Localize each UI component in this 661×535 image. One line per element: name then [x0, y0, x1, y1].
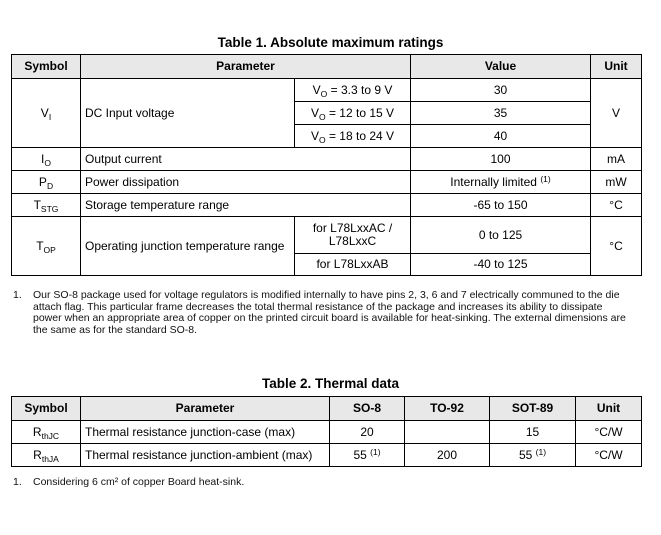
symbol-rthjc: $R_{thJC}$	[12, 421, 81, 444]
value-top-2: -40 to 125	[411, 254, 591, 276]
symbol-rthja: $R_{thJA}$	[12, 444, 81, 467]
parameter-storage-temperature: Storage temperature range	[81, 194, 411, 217]
table-row	[12, 217, 642, 254]
value-sot89-rthjc: 15	[490, 421, 576, 444]
symbol-tstg: $T_{STG}$	[12, 194, 81, 217]
header-unit: Unit	[576, 397, 642, 421]
condition-vo-3: $V_O = 18$ to 24 V	[295, 125, 411, 148]
thermal-data-table	[11, 396, 642, 467]
table-row	[12, 171, 642, 194]
symbol-top: $T_{OP}$	[12, 217, 81, 276]
value-to92-rthja: 200	[405, 444, 490, 467]
header-symbol: Symbol	[12, 55, 81, 79]
header-parameter: Parameter	[81, 55, 411, 79]
header-value: Value	[411, 55, 591, 79]
symbol-io: $I_O$	[12, 148, 81, 171]
table1-caption: Table 1. Absolute maximum ratings	[217, 35, 444, 50]
header-sot89: SOT-89	[490, 397, 576, 421]
header-so8: SO-8	[330, 397, 405, 421]
footnote-text: Our SO-8 package used for voltage regulators is modified internally to have pins 2, 3, 6 and 7 electrically communed to the die attach flag. This particular frame decreases the total thermal resistance of the package and increases its ability to dissipate power when an appropriate area of copper on the printed circuit board is available for heat-sinking. The external dimensions are the same as for the standard SO-8.	[33, 289, 626, 336]
value-vi-1: 30	[411, 79, 591, 102]
condition-vo-1: $V_O = 3.3$ to 9 V	[295, 79, 411, 102]
value-io: 100	[411, 148, 591, 171]
table-row	[12, 421, 642, 444]
value-pd: Internally limited $^{(1)}$	[411, 171, 591, 194]
footnote-text: Considering 6 cm² of copper Board heat-sink.	[33, 476, 245, 488]
condition-vo-2: $V_O = 12$ to 15 V	[295, 102, 411, 125]
table-header-row	[12, 397, 642, 421]
value-sot89-rthja: 55 $^{(1)}$	[490, 444, 576, 467]
value-top-1: 0 to 125	[411, 217, 591, 254]
condition-l78lxxab: for L78LxxAB	[295, 254, 411, 276]
unit-tstg: °C	[591, 194, 642, 217]
parameter-operating-junction-temperature: Operating junction temperature range	[81, 217, 295, 276]
unit-top: °C	[591, 217, 642, 276]
parameter-rthja: Thermal resistance junction-ambient (max)	[81, 444, 330, 467]
table-row	[12, 444, 642, 467]
value-so8-rthja: 55 $^{(1)}$	[330, 444, 405, 467]
header-to92: TO-92	[405, 397, 490, 421]
table-row	[12, 148, 642, 171]
table2-footnote	[13, 477, 628, 491]
unit-rthjc: °C/W	[576, 421, 642, 444]
header-parameter: Parameter	[81, 397, 330, 421]
unit-vi: V	[591, 79, 642, 148]
table-row	[12, 79, 642, 102]
table1-footnote	[13, 290, 628, 338]
parameter-dc-input-voltage: DC Input voltage	[81, 79, 295, 148]
header-symbol: Symbol	[12, 397, 81, 421]
table2-caption: Table 2. Thermal data	[261, 376, 400, 391]
value-to92-rthjc	[405, 421, 490, 444]
unit-io: mA	[591, 148, 642, 171]
condition-l78lxxac: for L78LxxAC / L78LxxC	[295, 217, 411, 254]
symbol-vi: $V_I$	[12, 79, 81, 148]
symbol-pd: $P_D$	[12, 171, 81, 194]
value-vi-2: 35	[411, 102, 591, 125]
value-tstg: -65 to 150	[411, 194, 591, 217]
unit-pd: mW	[591, 171, 642, 194]
value-so8-rthjc: 20	[330, 421, 405, 444]
parameter-output-current: Output current	[81, 148, 411, 171]
value-vi-3: 40	[411, 125, 591, 148]
footnote-number: 1.	[13, 289, 22, 301]
parameter-rthjc: Thermal resistance junction-case (max)	[81, 421, 330, 444]
absolute-max-ratings-table	[11, 54, 642, 276]
header-unit: Unit	[591, 55, 642, 79]
parameter-power-dissipation: Power dissipation	[81, 171, 411, 194]
table-row	[12, 194, 642, 217]
unit-rthja: °C/W	[576, 444, 642, 467]
footnote-number: 1.	[13, 476, 22, 488]
table-header-row	[12, 55, 642, 79]
